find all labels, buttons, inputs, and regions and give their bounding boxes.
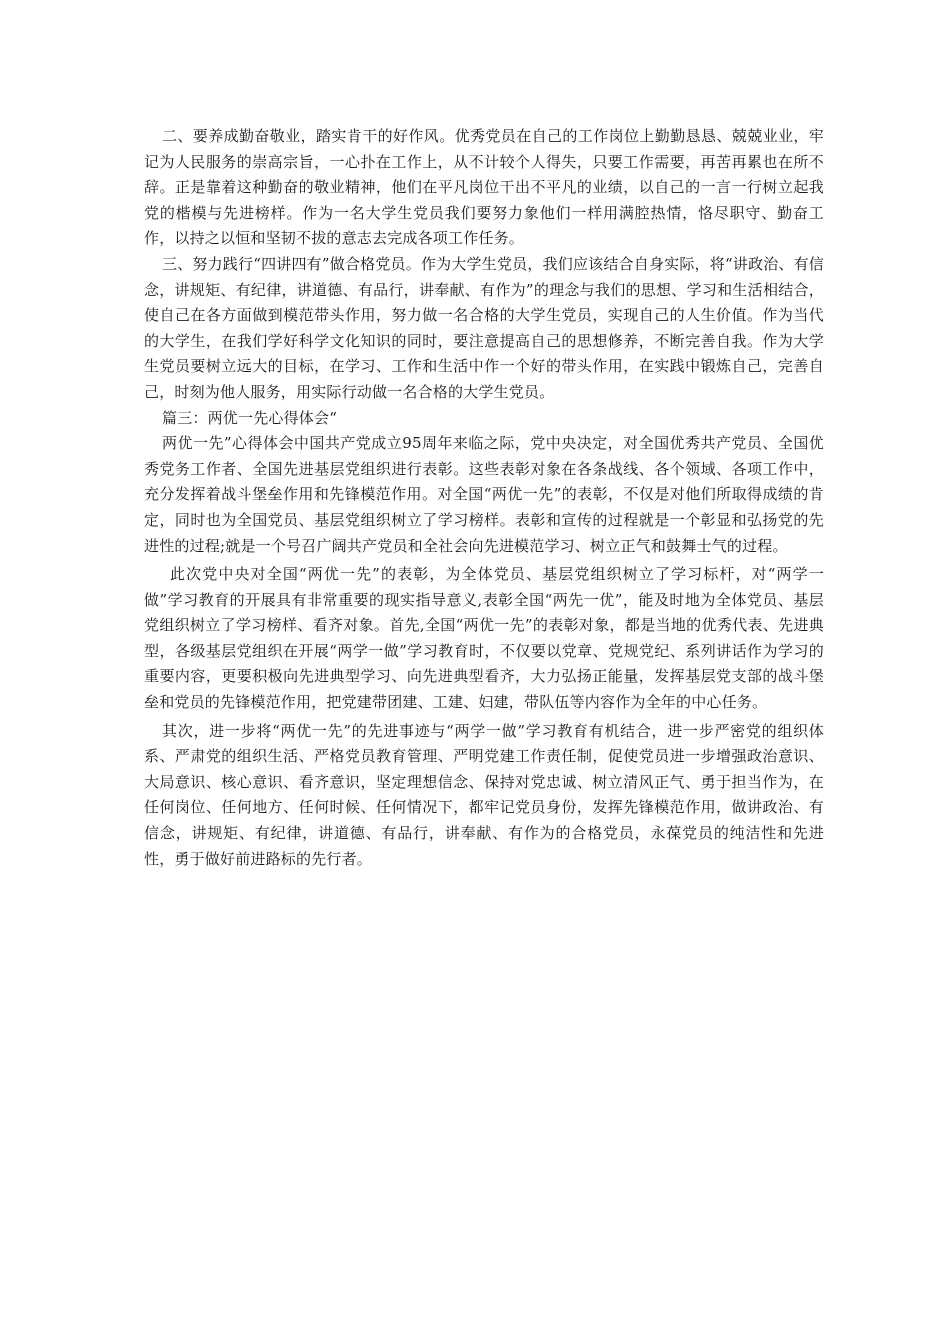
document-page <box>144 124 824 872</box>
paragraph-four-speaks: 三、努力践行“四讲四有”做合格党员。作为大学生党员，我们应该结合自身实际，将“讲政治、有信念，讲规矩、有纪律，讲道德、有品行，讲奉献、有作为”的理念与我们的思想、学习和生活相结合，使自己在各方面做到模范带头作用，努力做一名合格的大学生党员，实现自己的人生价值。作为当代的大学生，在我们学好科学文化知识的同时，要注意提高自己的思想修养，不断完善自我。作为大学生党员要树立远大的目标，在学习、工作和生活中作一个好的带头作用，在实践中锻炼自己，完善自己，时刻为他人服务，用实际行动做一名合格的大学生党员。 <box>144 254 825 401</box>
paragraph-commendation: 两优一先”心得体会中国共产党成立95周年来临之际，党中央决定，对全国优秀共产党员、全国优秀党务工作者、全国先进基层党组织进行表彰。这些表彰对象在各条战线、各个领域、各项工作中，充分发挥着战斗堡垒作用和先锋模范作用。对全国“两优一先”的表彰，不仅是对他们所取得成绩的肯定，同时也为全国党员、基层党组织树立了学习榜样。表彰和宣传的过程就是一个彰显和弘扬党的先进性的过程;就是一个号召广阔共产党员和全社会向先进模范学习、树立正气和鼓舞士气的过程。 <box>144 434 824 555</box>
paragraph-learning-benchmark: 此次党中央对全国“两优一先”的表彰，为全体党员、基层党组织树立了学习标杆，对“两学一做”学习教育的开展具有非常重要的现实指导意义,表彰全国“两先一优”，能及时地为全体党员、基层党组织树立了学习榜样、看齐对象。首先,全国“两优一先”的表彰对象，都是当地的优秀代表、先进典型，各级基层党组织在开展“两学一做”学习教育时，不仅要以党章、党规党纪、系列讲话作为学习的重要内容，更要积极向先进典型学习、向先进典型看齐，大力弘扬正能量，发挥基层党支部的战斗堡垒和党员的先锋模范作用，把党建带团建、工建、妇建，带队伍等内容作为全年的中心任务。 <box>144 565 824 712</box>
section-title-part-three: 篇三：两优一先心得体会“ <box>162 408 338 427</box>
paragraph-integration: 其次，进一步将“两优一先”的先进事迹与“两学一做”学习教育有机结合，进一步严密党的组织体系、严肃党的组织生活、严格党员教育管理、严明党建工作责任制，促使党员进一步增强政治意识、大局意识、核心意识、看齐意识，坚定理想信念、保持对党忠诚、树立清风正气、勇于担当作为，在任何岗位、任何地方、任何时候、任何情况下，都牢记党员身份，发挥先锋模范作用，做讲政治、有信念，讲规矩、有纪律，讲道德、有品行，讲奉献、有作为的合格党员，永葆党员的纯洁性和先进性，勇于做好前进路标的先行者。 <box>144 721 824 868</box>
paragraph-work-style: 二、要养成勤奋敬业，踏实肯干的好作风。优秀党员在自己的工作岗位上勤勤恳恳、兢兢业业，牢记为人民服务的崇高宗旨，一心扑在工作上，从不计较个人得失，只要工作需要，再苦再累也在所不辞。正是靠着这种勤奋的敬业精神，他们在平凡岗位干出不平凡的业绩，以自己的一言一行树立起我党的楷模与先进榜样。作为一名大学生党员我们要努力象他们一样用满腔热情，恪尽职守、勤奋工作，以持之以恒和坚韧不拔的意志去完成各项工作任务。 <box>144 127 824 248</box>
